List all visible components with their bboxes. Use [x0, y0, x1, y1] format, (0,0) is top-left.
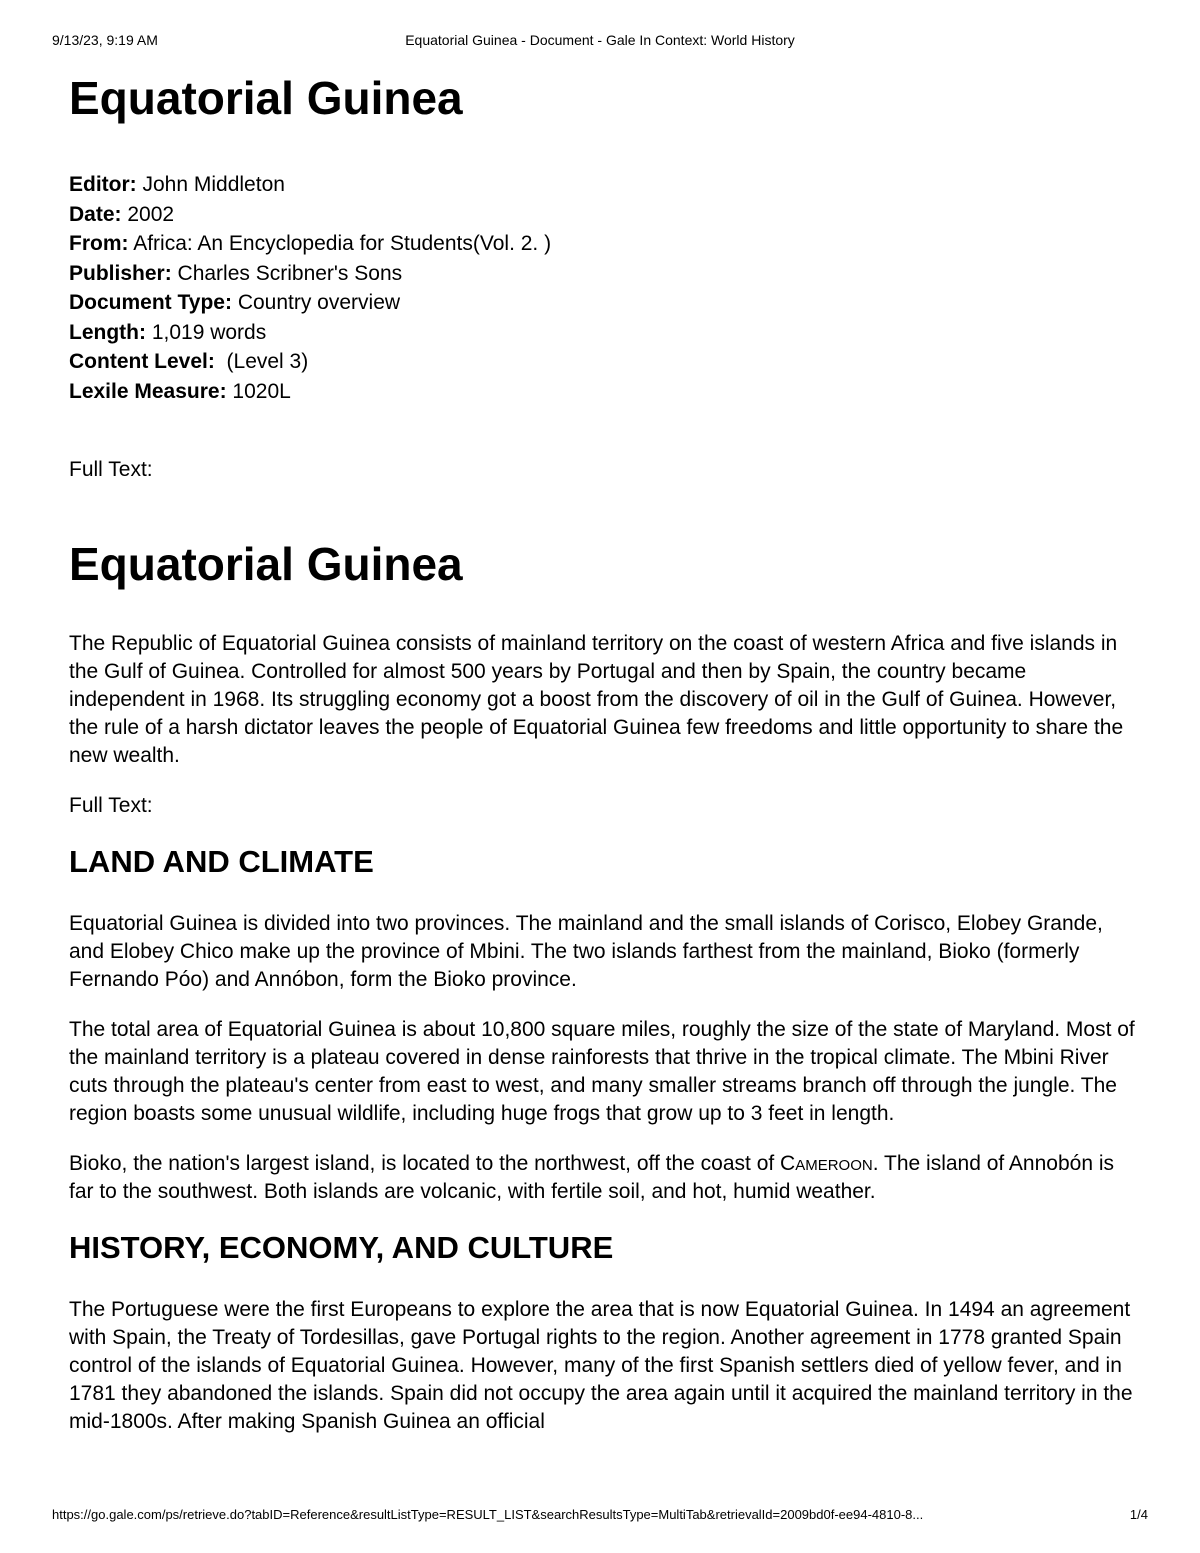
document-title: Equatorial Guinea	[69, 72, 463, 124]
meta-editor	[69, 170, 1141, 200]
meta-value: Country overview	[237, 291, 401, 314]
meta-label: Lexile Measure:	[69, 379, 227, 403]
meta-value: John Middleton	[142, 173, 285, 196]
meta-label: Document Type:	[69, 291, 232, 314]
section-heading-land-climate: LAND AND CLIMATE	[69, 844, 374, 879]
meta-value: Africa: An Encyclopedia for Students(Vol. 2. )	[133, 232, 552, 255]
document-content	[69, 70, 1141, 1436]
article-abstract: The Republic of Equatorial Guinea consists of mainland territory on the coast of western Africa and five islands in the Gulf of Guinea. Controlled for almost 500 years by Portugal and then by Spain, the country became independent in 1968. Its struggling economy got a boost from the discovery of oil in the Gulf of Guinea. However, the rule of a harsh dictator leaves the people of Equatorial Guinea few freedoms and little opportunity to share the new wealth.	[69, 632, 1124, 767]
print-datetime: 9/13/23, 9:19 AM	[52, 32, 158, 48]
meta-date	[69, 200, 1141, 230]
meta-label: Length:	[69, 320, 146, 344]
meta-label: From:	[69, 232, 129, 255]
paragraph	[69, 1150, 1141, 1206]
paragraph: Equatorial Guinea is divided into two provinces. The mainland and the small islands of Corisco, Elobey Grande, and Elobey Chico make up the province of Mbini. The two islands farthest from the mainland, Bioko (formerly Fernando Póo) and Annóbon, form the Bioko province.	[69, 912, 1103, 991]
meta-content-level	[69, 347, 1141, 377]
meta-length	[69, 318, 1141, 348]
meta-label: Content Level:	[69, 350, 215, 373]
meta-lexile	[69, 377, 1141, 407]
paragraph-text: Bioko, the nation's largest island, is located to the northwest, off the coast of	[69, 1152, 781, 1175]
print-footer	[52, 1505, 1148, 1525]
paragraph-text: . The island of Annobón is far to the southwest. Both islands are volcanic, with fertile soil, and hot, humid weather.	[69, 1152, 1115, 1203]
section-heading-history: HISTORY, ECONOMY, AND CULTURE	[69, 1230, 614, 1265]
full-text-label: Full Text:	[69, 458, 153, 481]
article-title: Equatorial Guinea	[69, 538, 463, 590]
meta-label: Editor:	[69, 173, 137, 196]
full-text-label: Full Text:	[69, 794, 153, 817]
meta-value: (Level 3)	[226, 350, 309, 373]
paragraph: The Portuguese were the first Europeans to explore the area that is now Equatorial Guinea. In 1494 an agreement with Spain, the Treaty of Tordesillas, gave Portugal rights to the region. Another agreement in 1778 granted Spain control of the islands of Equatorial Guinea. However, many of the first Spanish settlers died of yellow fever, and in 1781 they abandoned the islands. Spain did not occupy the area again until it acquired the mainland territory in the mid-1800s. After making Spanish Guinea an official	[69, 1298, 1133, 1433]
meta-value: 1020L	[232, 379, 291, 403]
document-metadata	[69, 170, 1141, 406]
paragraph: The total area of Equatorial Guinea is about 10,800 square miles, roughly the size of the state of Maryland. Most of the mainland territory is a plateau covered in dense rainforests that thrive in the tropical climate. The Mbini River cuts through the plateau's center from east to west, and many smaller streams branch off through the jungle. The region boasts some unusual wildlife, including huge frogs that grow up to 3 feet in length.	[69, 1018, 1135, 1125]
print-url: https://go.gale.com/ps/retrieve.do?tabID=Reference&resultListType=RESULT_LIST&searchResultsType=MultiTab&retrievalId=2009bd0f-ee94-4810-8...	[52, 1507, 924, 1522]
meta-value: 2002	[127, 202, 175, 226]
meta-label: Publisher:	[69, 261, 172, 285]
print-page-title: Equatorial Guinea - Document - Gale In Context: World History	[405, 32, 795, 48]
meta-value: Charles Scribner's Sons	[177, 261, 403, 285]
print-header	[52, 30, 1148, 50]
page-number: 1/4	[1129, 1507, 1148, 1522]
meta-from	[69, 229, 1141, 259]
meta-label: Date:	[69, 202, 122, 226]
meta-publisher	[69, 259, 1141, 289]
meta-value: 1,019 words	[151, 320, 267, 344]
cross-reference-link[interactable]: Cameroon	[780, 1152, 873, 1175]
meta-document-type	[69, 288, 1141, 318]
